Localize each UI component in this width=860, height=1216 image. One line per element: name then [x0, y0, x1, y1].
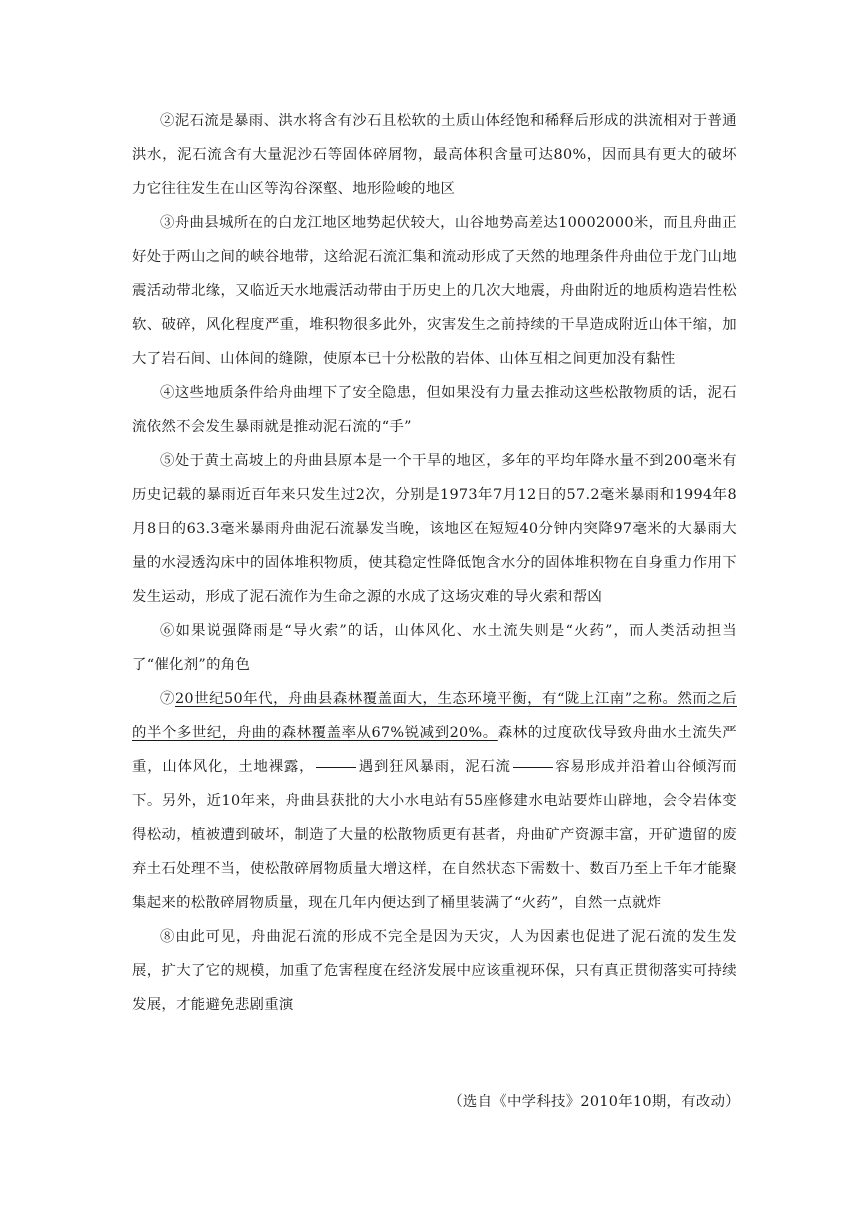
paragraph-7-text-1: 森林的过度砍伐导致舟曲水土流失严重，山体风化，土地裸露，: [132, 725, 737, 775]
paragraph-7: [132, 682, 737, 920]
fill-blank-1[interactable]: [316, 766, 356, 768]
paragraph-7-text-3: 容易形成并沿着山谷倾泻而下。另外，近10年来，舟曲县获批的大小水电站有55座修建水电站要炸山辟地，会令岩体变得松动，植被遭到破坏，制造了大量的松散物质更有甚者，舟曲矿产资源丰富，开矿遗留的废弃土石处理不当，使松散碎屑物质量大增这样，在自然状态下需数十、数百乃至上千年才能聚集起来的松散碎屑物质量，现在几年内便达到了桶里装满了“火药”，自然一点就炸: [132, 759, 737, 911]
paragraph-8: ⑧由此可见，舟曲泥石流的形成不完全是因为天灾，人为因素也促进了泥石流的发生发展，扩大了它的规模，加重了危害程度在经济发展中应该重视环保，只有真正贯彻落实可持续发展，才能避免悲剧重演: [132, 929, 737, 1013]
paragraph-7-text-2: 遇到狂风暴雨，泥石流: [358, 759, 511, 775]
fill-blank-2[interactable]: [513, 766, 553, 768]
paragraph-3: ③舟曲县城所在的白龙江地区地势起伏较大，山谷地势高差达10002000米，而且舟曲正好处于两山之间的峡谷地带，这给泥石流汇集和流动形成了天然的地理条件舟曲位于龙门山地震活动带北缘，又临近天水地震活动带由于历史上的几次大地震，舟曲附近的地质构造岩性松软、破碎，风化程度严重，堆积物很多此外，灾害发生之前持续的干旱造成附近山体干缩，加大了岩石间、山体间的缝隙，使原本已十分松散的岩体、山体互相之间更加没有黏性: [132, 215, 737, 367]
paragraph-7-number: ⑦: [160, 691, 175, 707]
paragraph-5: ⑤处于黄土高坡上的舟曲县原本是一个干旱的地区，多年的平均年降水量不到200毫米有历史记载的暴雨近百年来只发生过2次，分别是1973年7月12日的57.2毫米暴雨和1994年8月8日的63.3毫米暴雨舟曲泥石流暴发当晚，该地区在短短40分钟内突降97毫米的大暴雨大量的水浸透沟床中的固体堆积物质，使其稳定性降低饱含水分的固体堆积物在自身重力作用下发生运动，形成了泥石流作为生命之源的水成了这场灾难的导火索和帮凶: [132, 453, 737, 605]
article-body: [132, 104, 737, 1022]
paragraph-6: ⑥如果说强降雨是“导火索”的话，山体风化、水土流失则是“火药”，而人类活动担当了“催化剂”的角色: [132, 623, 737, 673]
paragraph-2: ②泥石流是暴雨、洪水将含有沙石且松软的土质山体经饱和稀释后形成的洪流相对于普通洪水，泥石流含有大量泥沙石等固体碎屑物，最高体积含量可达80%，因而具有更大的破坏力它往往发生在山区等沟谷深壑、地形险峻的地区: [132, 113, 737, 197]
source-citation: （选自《中学科技》2010年10期，有改动）: [448, 1094, 740, 1110]
paragraph-4: ④这些地质条件给舟曲埋下了安全隐患，但如果没有力量去推动这些松散物质的话，泥石流依然不会发生暴雨就是推动泥石流的“手”: [132, 385, 737, 435]
underlined-sentence: 20世纪50年代，舟曲县森林覆盖面大，生态环境平衡，有“陇上江南”之称。然而之后的半个多世纪，舟曲的森林覆盖率从67%锐减到20%。: [132, 691, 737, 741]
